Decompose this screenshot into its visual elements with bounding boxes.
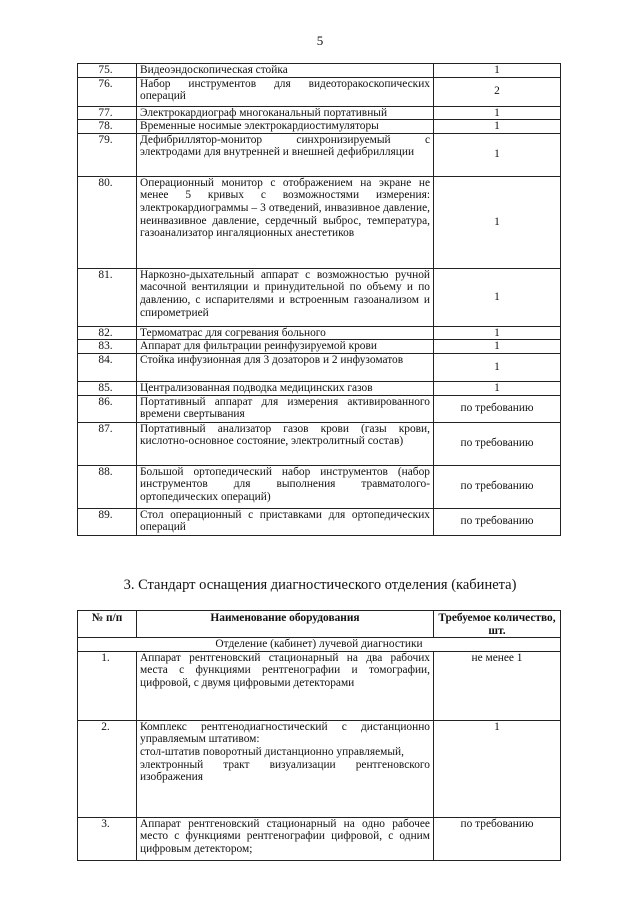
row-number: 77. <box>78 106 137 120</box>
row-number: 88. <box>78 465 137 508</box>
row-number: 87. <box>78 422 137 465</box>
equipment-name <box>137 720 434 817</box>
required-quantity: по требованию <box>434 395 561 422</box>
row-number: 81. <box>78 268 137 326</box>
equipment-name: Стойка инфузионная для 3 дозаторов и 2 инфузоматов <box>137 353 434 381</box>
required-quantity: 2 <box>434 77 561 106</box>
required-quantity: 1 <box>434 353 561 381</box>
subheader-row <box>78 638 561 652</box>
equipment-name-line: стол-штатив поворотный дистанционно управляемый, <box>140 745 404 758</box>
equipment-name: Портативный анализатор газов крови (газы крови, кислотно-основное состояние, электролитный состав) <box>137 422 434 465</box>
equipment-name: Централизованная подводка медицинских газов <box>137 381 434 395</box>
equipment-name: Стол операционный с приставками для ортопедических операций <box>137 508 434 535</box>
row-number: 85. <box>78 381 137 395</box>
required-quantity: 1 <box>434 176 561 268</box>
row-number: 76. <box>78 77 137 106</box>
required-quantity: 1 <box>434 120 561 134</box>
equipment-name: Аппарат для фильтрации реинфузируемой крови <box>137 340 434 354</box>
table-row <box>78 133 561 176</box>
equipment-name: Термоматрас для согревания больного <box>137 326 434 340</box>
equipment-name: Временные носимые электрокардиостимуляторы <box>137 120 434 134</box>
page-number: 5 <box>316 33 324 48</box>
table-row <box>78 817 561 860</box>
required-quantity: 1 <box>434 106 561 120</box>
required-quantity: 1 <box>434 133 561 176</box>
table-row <box>78 720 561 817</box>
required-quantity: не менее 1 <box>434 651 561 720</box>
row-number: 80. <box>78 176 137 268</box>
row-number: 3. <box>78 817 137 860</box>
row-number: 1. <box>78 651 137 720</box>
table-row <box>78 381 561 395</box>
header-qty: Требуемое количество, шт. <box>434 611 561 638</box>
required-quantity: по требованию <box>434 422 561 465</box>
row-number: 86. <box>78 395 137 422</box>
equipment-table-continued <box>77 63 561 536</box>
required-quantity: 1 <box>434 326 561 340</box>
table-row <box>78 508 561 535</box>
equipment-name: Большой ортопедический набор инструментов (набор инструментов для выполнения травматолого-ортопедических операций) <box>137 465 434 508</box>
table-row <box>78 340 561 354</box>
table-header-row <box>78 611 561 638</box>
header-name: Наименование оборудования <box>137 611 434 638</box>
row-number: 2. <box>78 720 137 817</box>
row-number: 82. <box>78 326 137 340</box>
header-num: № п/п <box>78 611 137 638</box>
required-quantity: 1 <box>434 268 561 326</box>
required-quantity: 1 <box>434 381 561 395</box>
row-number: 79. <box>78 133 137 176</box>
table-row <box>78 353 561 381</box>
equipment-name: Операционный монитор с отображением на экране не менее 5 кривых с возможностями измерения: электрокардиограммы – 3 отведений, инвазивное давление, неинвазивное давление, сердечный выброс, температура, газоанализатор ингаляционных анестетиков <box>137 176 434 268</box>
equipment-name: Аппарат рентгеновский стационарный на одно рабочее место с функциями рентгенографии цифровой, с одним цифровым детектором; <box>137 817 434 860</box>
table-row <box>78 120 561 134</box>
equipment-name: Набор инструментов для видеоторакоскопических операций <box>137 77 434 106</box>
equipment-name: Аппарат рентгеновский стационарный на два рабочих места с функциями рентгенографии и томографии, цифровой, с двумя цифровыми детекторами <box>137 651 434 720</box>
table-row <box>78 465 561 508</box>
table-row <box>78 268 561 326</box>
equipment-name-line: Комплекс рентгенодиагностический с дистанционно управляемым штативом: <box>140 720 430 746</box>
equipment-name: Дефибриллятор-монитор синхронизируемый с электродами для внутренней и внешней дефибрилляции <box>137 133 434 176</box>
table-row <box>78 176 561 268</box>
subheader-cell: Отделение (кабинет) лучевой диагностики <box>78 638 561 652</box>
equipment-name: Портативный аппарат для измерения активированного времени свертывания <box>137 395 434 422</box>
equipment-name: Видеоэндоскопическая стойка <box>137 64 434 78</box>
row-number: 83. <box>78 340 137 354</box>
required-quantity: по требованию <box>434 817 561 860</box>
required-quantity: 1 <box>434 64 561 78</box>
row-number: 89. <box>78 508 137 535</box>
table-row <box>78 326 561 340</box>
required-quantity: 1 <box>434 720 561 817</box>
table-row <box>78 651 561 720</box>
row-number: 84. <box>78 353 137 381</box>
row-number: 78. <box>78 120 137 134</box>
equipment-name-line: электронный тракт визуализации рентгеновского изображения <box>140 758 430 784</box>
required-quantity: по требованию <box>434 465 561 508</box>
diagnostic-equipment-table <box>77 610 561 861</box>
table-row <box>78 422 561 465</box>
section-title: 3. Стандарт оснащения диагностического отделения (кабинета) <box>123 577 517 593</box>
required-quantity: по требованию <box>434 508 561 535</box>
row-number: 75. <box>78 64 137 78</box>
table-row <box>78 64 561 78</box>
equipment-name: Электрокардиограф многоканальный портативный <box>137 106 434 120</box>
equipment-name: Наркозно-дыхательный аппарат с возможностью ручной масочной вентиляции и принудительной по объему и по давлению, с испарителями и встроенным газоанализом и спирометрией <box>137 268 434 326</box>
table-row <box>78 106 561 120</box>
table-row <box>78 77 561 106</box>
required-quantity: 1 <box>434 340 561 354</box>
table-row <box>78 395 561 422</box>
